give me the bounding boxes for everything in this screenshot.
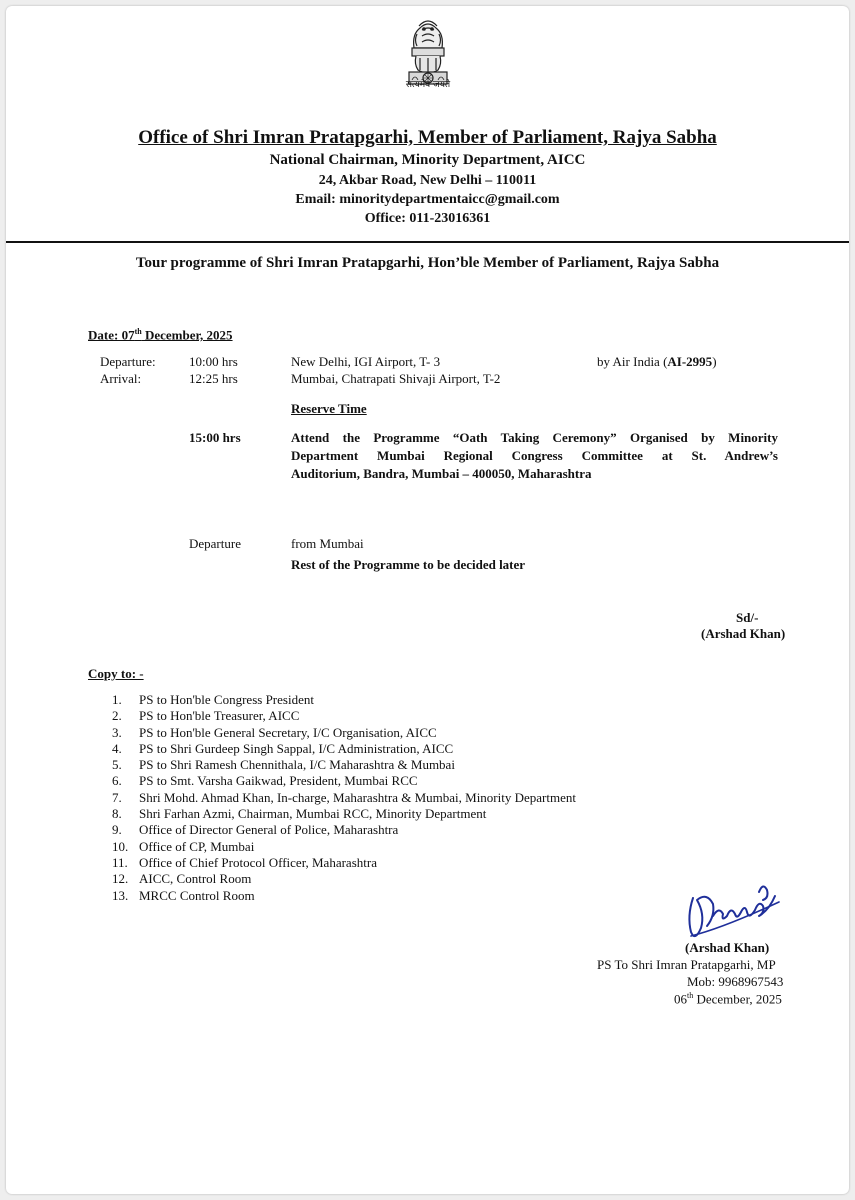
rest-of-programme: Rest of the Programme to be decided later: [291, 557, 526, 572]
flight-info: by Air India (AI-2995): [597, 354, 717, 369]
signature-date: 06th December, 2025: [674, 991, 782, 1007]
list-item-text: PS to Hon'ble Congress President: [139, 692, 314, 707]
sd-mark: Sd/-: [736, 610, 759, 625]
office-phone: Office: 011-23016361: [364, 211, 491, 226]
list-item-number: 5.: [112, 757, 122, 773]
chairman-line: National Chairman, Minority Department, AICC: [269, 152, 586, 168]
list-item-number: 12.: [112, 871, 129, 887]
national-emblem-icon: [400, 14, 456, 108]
list-item: [112, 741, 576, 757]
list-item-number: 3.: [112, 724, 122, 740]
list-item: [112, 773, 576, 789]
list-item-number: 4.: [112, 740, 122, 756]
copy-to-list: [112, 692, 576, 904]
list-item-text: PS to Smt. Varsha Gaikwad, President, Mumbai RCC: [139, 773, 418, 789]
header-divider: [6, 241, 849, 243]
list-item-text: PS to Hon'ble Treasurer, AICC: [139, 708, 300, 724]
signoff-name: (Arshad Khan): [701, 626, 786, 641]
list-item: [112, 806, 576, 822]
list-item-number: 1.: [112, 692, 122, 707]
list-item: [112, 855, 576, 871]
list-item-number: 11.: [112, 854, 128, 870]
event-line-3: Auditorium, Bandra, Mumbai – 400050, Maharashtra: [291, 466, 592, 481]
list-item-text: PS to Shri Ramesh Chennithala, I/C Maharashtra & Mumbai: [139, 757, 455, 773]
list-item: [112, 888, 576, 904]
list-item: [112, 708, 576, 724]
list-item-text: PS to Hon'ble General Secretary, I/C Organisation, AICC: [139, 724, 437, 740]
final-departure-place: from Mumbai: [291, 536, 364, 551]
list-item-text: Office of Chief Protocol Officer, Maharashtra: [139, 854, 377, 870]
arrival-place: Mumbai, Chatrapati Shivaji Airport, T-2: [291, 371, 501, 386]
list-item-text: Shri Farhan Azmi, Chairman, Mumbai RCC, Minority Department: [139, 806, 487, 822]
list-item-number: 7.: [112, 789, 122, 805]
signatory-mobile: Mob: 9968967543: [687, 974, 784, 989]
list-item-number: 6.: [112, 773, 122, 789]
departure-label: Departure:: [100, 354, 156, 369]
event-line-1: Attend the Programme “Oath Taking Ceremony” Organised by Minority: [291, 430, 778, 445]
list-item-number: 8.: [112, 806, 122, 822]
arrival-time: 12:25 hrs: [189, 371, 238, 386]
list-item-text: Office of CP, Mumbai: [139, 838, 255, 854]
list-item-number: 2.: [112, 708, 122, 724]
list-item: [112, 692, 576, 708]
emblem-motto: सत्यमेव जयते: [405, 80, 451, 90]
signatory-title: PS To Shri Imran Pratapgarhi, MP: [597, 957, 776, 972]
list-item-number: 13.: [112, 887, 129, 903]
final-departure-label: Departure: [189, 536, 241, 551]
list-item-text: AICC, Control Room: [139, 871, 252, 887]
list-item-text: PS to Shri Gurdeep Singh Sappal, I/C Administration, AICC: [139, 740, 454, 756]
list-item-text: Office of Director General of Police, Maharashtra: [139, 822, 399, 838]
list-item-text: MRCC Control Room: [139, 887, 255, 903]
list-item-text: Shri Mohd. Ahmad Khan, In-charge, Maharashtra & Mumbai, Minority Department: [139, 789, 576, 805]
copy-to-heading: Copy to: -: [88, 666, 144, 681]
departure-time: 10:00 hrs: [189, 354, 238, 369]
handwritten-signature: [683, 876, 783, 946]
list-item: [112, 725, 576, 741]
list-item: [112, 790, 576, 806]
list-item-number: 10.: [112, 838, 129, 854]
arrival-label: Arrival:: [100, 371, 142, 386]
list-item-number: 9.: [112, 822, 122, 838]
list-item: [112, 757, 576, 773]
signatory-name: (Arshad Khan): [685, 940, 770, 955]
event-time: 15:00 hrs: [189, 430, 241, 445]
tour-title: Tour programme of Shri Imran Pratapgarhi, Hon’ble Member of Parliament, Rajya Sabha: [135, 255, 720, 271]
departure-place: New Delhi, IGI Airport, T- 3: [291, 354, 441, 369]
address-line: 24, Akbar Road, New Delhi – 110011: [318, 173, 537, 188]
programme-date: Date: 07th December, 2025: [88, 327, 233, 343]
list-item: [112, 822, 576, 838]
list-item: [112, 871, 576, 887]
office-title: Office of Shri Imran Pratapgarhi, Member of Parliament, Rajya Sabha: [138, 127, 717, 148]
email-line: Email: minoritydepartmentaicc@gmail.com: [295, 192, 560, 207]
reserve-time: Reserve Time: [291, 401, 367, 416]
list-item: [112, 839, 576, 855]
event-line-2: Department Mumbai Regional Congress Committee at St. Andrew’s: [291, 448, 778, 463]
